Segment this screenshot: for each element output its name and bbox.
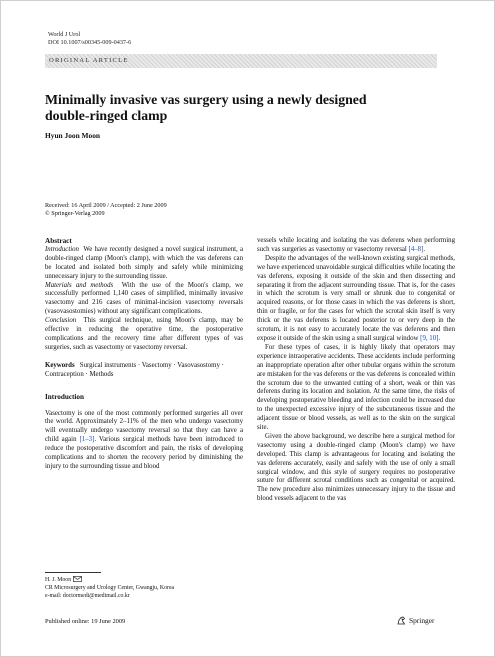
abstract-methods [45,282,243,318]
abstract-intro-label: Introduction [45,245,79,253]
abstract-conclusion-label: Conclusion [45,317,77,325]
section-banner [45,54,437,68]
received-dates: Received: 16 April 2009 / Accepted: 2 June 2009 [45,202,167,209]
introduction-paragraph [45,410,243,472]
footnote [45,576,174,600]
right-p1-citation: [9, 10] [420,334,439,342]
copyright: © Springer-Verlag 2009 [45,210,105,218]
footnote-separator [45,572,101,573]
abstract-heading: Abstract [45,237,72,245]
publisher-name: Springer [409,616,435,625]
right-paragraph-3: Given the above background, we describe here a surgical method for vasectomy using a double-ringed clamp (Moon's clamp) we have developed. This clamp is advantageous for locating and isolating the vas deferens accurately, easily and safely with the use of only a small surgical window, and this style of surgery requires no postoperative suture for different scrotal conditions such as congenital or acquired. The new procedure also minimizes unnecessary injury to the tissue and blood vessels adjacent to the vas [257,432,455,503]
author-name: Hyun Joon Moon [45,131,101,140]
right-column [257,237,455,504]
springer-horse-icon [397,616,406,625]
title-line-1: Minimally invasive vas surgery using a newly designed [45,92,367,107]
article-title [45,92,445,124]
abstract-methods-label: Materials and methods [45,281,114,289]
abstract-conclusion-text: This surgical technique, using Moon's clamp, may be effective in reducing the operative time, the postoperative complications and the recovery time after different types of vas surgeries, such as vasectomy or vasectomy reversal. [45,317,243,351]
right-paragraph-0: vessels while locating and isolating the vas deferens when performing such vas surgeries as vasectomy or vasectomy reversal [4–8]. [257,237,455,253]
left-column [45,237,243,472]
footnote-name: H. J. Moon [45,577,72,583]
keywords-text: Surgical instruments · Vasectomy · Vasovasostomy · Contraception · Methods [45,361,224,378]
keywords-label: Keywords [45,361,75,369]
footnote-author-line [45,576,174,585]
journal-name: World J Urol [48,31,81,38]
title-line-2: double-ringed clamp [45,108,168,123]
intro-text-continued: . Various surgical methods have been introduced to reduce the postoperative discomfort and pain, the risks of developing complications and to shorten the recovery period by diminishing the injury to the surrounding tissue and blood [45,436,243,470]
introduction-heading: Introduction [45,392,85,401]
springer-logo [397,616,434,625]
published-online: Published online: 19 June 2009 [45,618,126,625]
right-p1-text: Despite the advantages of the well-known existing surgical methods, we have experienced unavoidable surgical difficulties while locating the vas deferens, exposing it outside of the skin and then dissecting and separating it from the adjacent surrounding tissue. That is, for the cases in which the scrotum is very small or shrunk due to congenital or acquired reasons, or for those cases in which the vas deferens is short, thin or fragile, or for the cases for which the scrotal skin itself is very thick or the vas deferens is located posterior to or very deep in the scrotum, it is not easy to accurately locate the vas deferens and then expose it outside of the skin using a small surgical window [257,254,455,342]
abstract-intro-text: We have recently designed a novel surgical instrument, a double-ringed clamp (Moon's clamp), with which the vas deferens can be located and isolated both simply and safely while minimizing unnecessary injury to the surrounding tissue. [45,245,243,280]
intro-citation: [1–3] [79,436,95,444]
footnote-email: e-mail: doctormedi@medimail.co.kr [45,592,130,599]
keywords [45,362,243,380]
abstract-conclusion [45,317,243,353]
doi: DOI 10.1007/s00345-009-0437-6 [48,39,132,46]
right-p0-citation: [4–8] [408,245,424,253]
section-label: ORIGINAL ARTICLE [49,57,129,64]
right-paragraph-2: For these types of cases, it is highly likely that operators may experience intraoperative accidents. These accidents include performing an inappropriate operation after other tubular organs within the scrotum are mistaken for the vas deferens or the vas deferens is concealed within the scrotum due to the unwanted cutting of a short, weak or thin vas deferens during its location and isolation. At the same time, the risks of developing postoperative bleeding and infection could be increased due to the unexpected excessive injury of the subcutaneous tissue and the adjacent tissue or blood vessels, as well as to the skin on the surgical site. [257,343,456,432]
abstract-methods-text: With the use of the Moon's clamp, we successfully performed 1,140 cases of simplified, minimally invasive vasectomy and 216 cases of minimal-incision vasectomy reversals (vasovasostomies) without any significant complications. [45,281,244,316]
intro-text: Vasectomy is one of the most commonly performed surgeries all over the world. Approximately 2–11% of the men who undergo vasectomy will eventually undergo vasectomy reversal so that they can have a child again [45,409,243,444]
email-envelope-icon [73,576,82,585]
received-dates-block [45,202,167,218]
footnote-affiliation: CR Microsurgery and Urology Center, Gwangju, Korea [45,585,175,592]
right-p0-text: vessels while locating and isolating the vas deferens when performing such vas surgeries as vasectomy or vasectomy reversal [257,237,455,253]
abstract-introduction [45,246,243,282]
right-paragraph-1: Despite the advantages of the well-known existing surgical methods, we have experienced unavoidable surgical difficulties while locating the vas deferens, exposing it outside of the skin and then dissecting and separating it from the adjacent surrounding tissue. That is, for the cases in which the scrotum is very small or shrunk due to congenital or acquired reasons, or for those cases in which the vas deferens is short, thin or fragile, or for the cases for which the scrotal skin itself is very thick or the vas deferens is located posterior to or very deep in the scrotum, it is not easy to accurately locate the vas deferens and then expose it outside of the skin using a small surgical window [9, 10]. [257,254,455,342]
